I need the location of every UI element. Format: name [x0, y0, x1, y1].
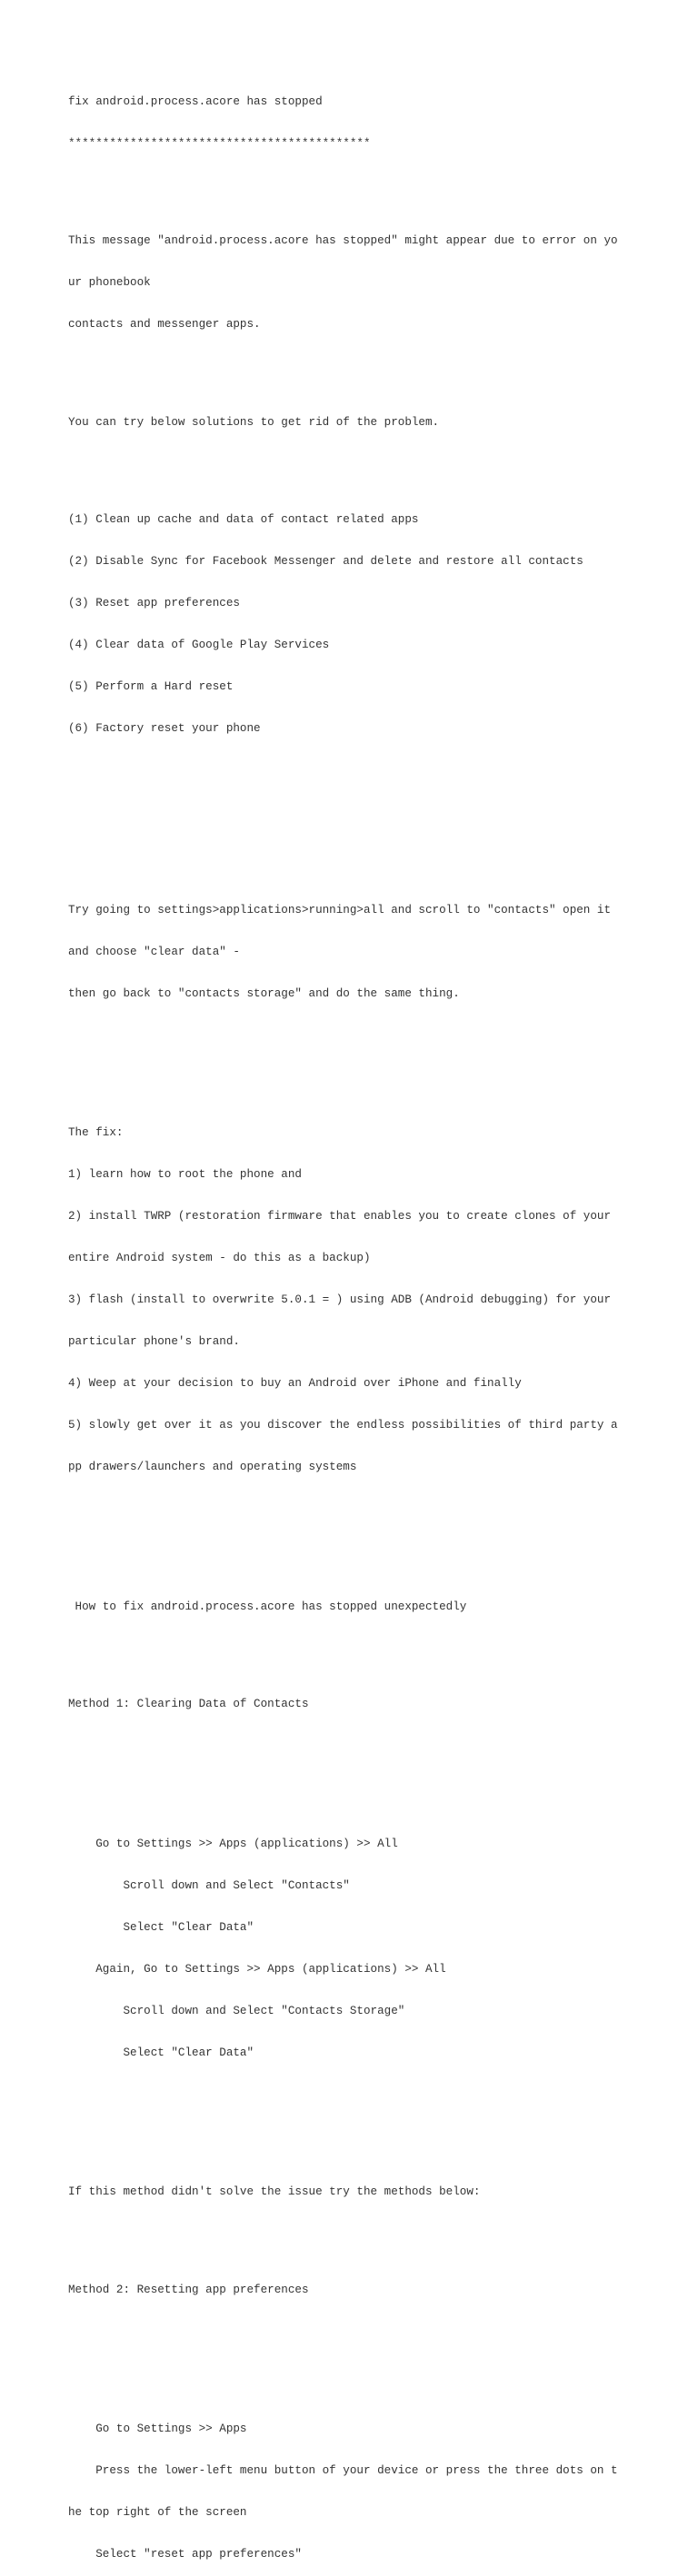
solution-item: (6) Factory reset your phone [68, 722, 261, 736]
blank-line [68, 2130, 686, 2144]
method2-heading: Method 2: Resetting app preferences [68, 2283, 309, 2296]
fix-line: 1) learn how to root the phone and [68, 1168, 302, 1182]
method2-step: Go to Settings >> Apps [68, 2422, 247, 2436]
solutions-lead: You can try below solutions to get rid of the problem. [68, 415, 440, 429]
blank-line [68, 1781, 686, 1795]
blank-line [68, 847, 686, 861]
fix-line: entire Android system - do this as a backup) [68, 1252, 371, 1265]
blank-line [68, 1642, 686, 1656]
blank-line [68, 360, 686, 373]
method1-step: Go to Settings >> Apps (applications) >> All [68, 1837, 398, 1850]
blank-line [68, 2227, 686, 2241]
method1-heading: Method 1: Clearing Data of Contacts [68, 1698, 309, 1711]
method2-step: Select "reset app preferences" [68, 2548, 302, 2561]
blank-line [68, 1544, 686, 1558]
blank-line [68, 1071, 686, 1085]
fix-line: 3) flash (install to overwrite 5.0.1 = ) using ADB (Android debugging) for your [68, 1293, 612, 1307]
fix-line: 5) slowly get over it as you discover the endless possibilities of third party a [68, 1419, 618, 1432]
intro-line: contacts and messenger apps. [68, 318, 261, 332]
fix-heading: The fix: [68, 1126, 124, 1140]
blank-line [68, 2325, 686, 2339]
settings-tip-line: then go back to "contacts storage" and do the same thing. [68, 986, 460, 1000]
fix-line: pp drawers/launchers and operating systems [68, 1461, 357, 1474]
intro-line: ur phonebook [68, 276, 151, 290]
settings-tip-line: and choose "clear data" - [68, 945, 240, 958]
blank-line [68, 1029, 686, 1043]
fix-line: 4) Weep at your decision to buy an Android over iPhone and finally [68, 1377, 522, 1391]
solution-item: (4) Clear data of Google Play Services [68, 639, 330, 652]
blank-line [68, 458, 686, 471]
method1-step: Scroll down and Select "Contacts Storage" [68, 2004, 405, 2017]
fix-line: 2) install TWRP (restoration firmware that enables you to create clones of your [68, 1210, 612, 1224]
solution-item: (5) Perform a Hard reset [68, 680, 234, 694]
blank-line [68, 179, 686, 193]
solution-item: (3) Reset app preferences [68, 597, 240, 610]
method2-step: he top right of the screen [68, 2506, 247, 2520]
fix-line: particular phone's brand. [68, 1335, 240, 1349]
method1-followup: If this method didn't solve the issue try the methods below: [68, 2185, 481, 2199]
howto-heading: How to fix android.process.acore has stopped unexpectedly [68, 1600, 467, 1613]
settings-tip-line: Try going to settings>applications>running>all and scroll to "contacts" open it [68, 903, 612, 916]
blank-line [68, 806, 686, 819]
method1-step: Select "Clear Data" [68, 1920, 254, 1934]
blank-line [68, 1502, 686, 1516]
title-rule: ******************************************** [68, 136, 371, 150]
document-page [68, 67, 686, 2576]
solution-item: (1) Clean up cache and data of contact related apps [68, 513, 419, 526]
method1-step: Again, Go to Settings >> Apps (applications) >> All [68, 1962, 446, 1976]
solution-item: (2) Disable Sync for Facebook Messenger and delete and restore all contacts [68, 555, 583, 569]
intro-line: This message "android.process.acore has stopped" might appear due to error on yo [68, 234, 618, 248]
blank-line [68, 2088, 686, 2102]
method1-step: Scroll down and Select "Contacts" [68, 1878, 350, 1892]
method2-step: Press the lower-left menu button of your device or press the three dots on t [68, 2464, 618, 2478]
document-title: fix android.process.acore has stopped [68, 94, 323, 108]
blank-line [68, 2367, 686, 2381]
method1-step: Select "Clear Data" [68, 2046, 254, 2059]
blank-line [68, 764, 686, 778]
blank-line [68, 1739, 686, 1753]
